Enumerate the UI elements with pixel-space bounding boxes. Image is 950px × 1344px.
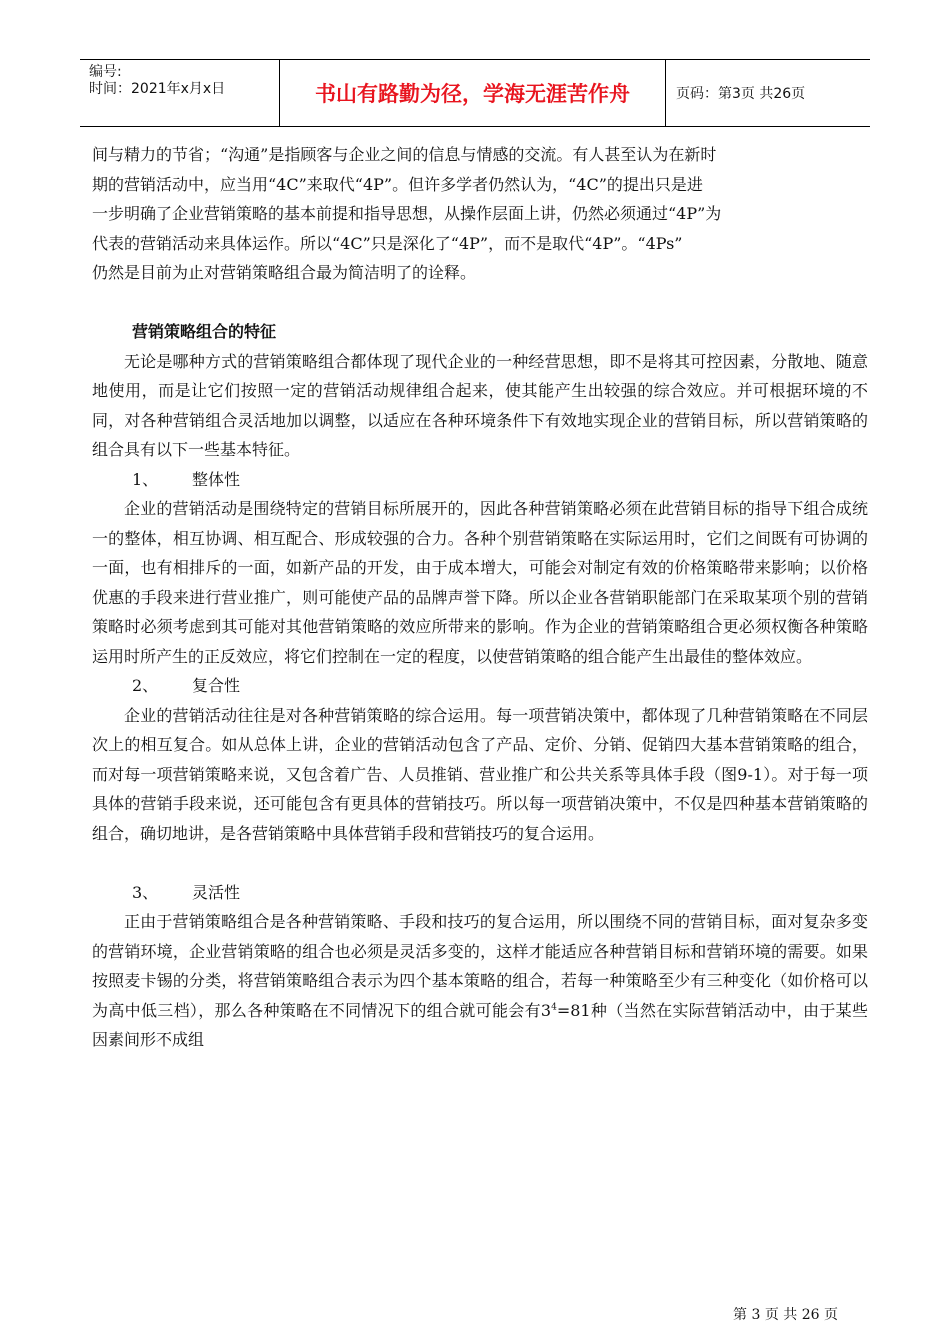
item-paragraph-2: 企业的营销活动往往是对各种营销策略的综合运用。每一项营销决策中，都体现了几种营销策略在不同层次上的相互复合。如从总体上讲，企业的营销活动包含了产品、定价、分销、促销四大基本营销策略的组合，而对每一项营销策略来说，又包含着广告、人员推销、营业推广和公共关系等具体手段（图9-1）。对于每一项具体的营销手段来说，还可能包含有更具体的营销技巧。所以每一项营销决策中，不仅是四种基本营销策略的组合，确切地讲，是各营销策略中具体营销手段和营销技巧的复合运用。 bbox=[92, 705, 868, 843]
item-heading-2 bbox=[92, 671, 868, 701]
item-number: 3、 bbox=[132, 882, 159, 902]
section-title: 营销策略组合的特征 bbox=[132, 322, 277, 341]
document-body bbox=[92, 140, 868, 1055]
item-heading-1 bbox=[92, 465, 868, 495]
intro-line: 仍然是目前为止对营销策略组合最为简洁明了的诠释。 bbox=[92, 263, 477, 282]
item3-text-b: =81种（当然在实际营销活动中，由于某些因素间形不成组 bbox=[92, 1000, 868, 1049]
header-table bbox=[80, 59, 870, 127]
item-number: 2、 bbox=[132, 676, 159, 695]
spacer bbox=[92, 288, 868, 318]
item-title: 灵活性 bbox=[192, 882, 241, 902]
item-title: 复合性 bbox=[192, 676, 241, 695]
item-title: 整体性 bbox=[192, 469, 241, 489]
exponent: 4 bbox=[551, 1002, 557, 1013]
header-page-info: 页码：第3页 共26页 bbox=[676, 86, 806, 102]
intro-line: 间与精力的节省；“沟通”是指顾客与企业之间的信息与情感的交流。有人甚至认为在新时 bbox=[92, 145, 717, 164]
intro-line: 代表的营销活动来具体运作。所以“4C”只是深化了“4P”，而不是取代“4P”。“4Ps” bbox=[92, 233, 683, 253]
spacer bbox=[92, 848, 868, 878]
intro-line: 一步明确了企业营销策略的基本前提和指导思想，从操作层面上讲，仍然必须通过“4P”为 bbox=[92, 204, 722, 223]
serial-label: 编号: bbox=[89, 64, 122, 80]
item-heading-3 bbox=[92, 878, 868, 908]
header-meta-cell bbox=[80, 60, 280, 126]
time-label: 时间：2021年x月x日 bbox=[89, 81, 226, 97]
header-motto: 书山有路勤为径，学海无涯苦作舟 bbox=[280, 60, 666, 126]
section-intro: 无论是哪种方式的营销策略组合都体现了现代企业的一种经营思想，即不是将其可控因素，分散地、随意地使用，而是让它们按照一定的营销活动规律组合起来，使其能产生出较强的综合效应。并可根据环境的不同，对各种营销组合灵活地加以调整，以适应在各种环境条件下有效地实现企业的营销目标，所以营销策略的组合具有以下一些基本特征。 bbox=[92, 351, 868, 459]
item-paragraph-1: 企业的营销活动是围绕特定的营销目标所展开的，因此各种营销策略必须在此营销目标的指导下组合成统一的整体，相互协调、相互配合、形成较强的合力。各种个别营销策略在实际运用时，它们之间既有可协调的一面，也有相排斥的一面，如新产品的开发，由于成本增大，可能会对制定有效的价格策略带来影响；以价格优惠的手段来进行营业推广，则可能使产品的品牌声誉下降。所以企业各营销职能部门在采取某项个别的营销策略时必须考虑到其可能对其他营销策略的效应所带来的影响。作为企业的营销策略组合更必须权衡各种策略运用时所产生的正反效应，将它们控制在一定的程度，以使营销策略的组合能产生出最佳的整体效应。 bbox=[92, 499, 868, 666]
item-paragraph-3 bbox=[92, 907, 868, 1055]
intro-line: 期的营销活动中，应当用“4C”来取代“4P”。但许多学者仍然认为，“4C”的提出只是进 bbox=[92, 174, 703, 194]
page-footer: 第 3 页 共 26 页 bbox=[733, 1307, 838, 1323]
item-number: 1、 bbox=[132, 469, 159, 489]
item3-text-a: 正由于营销策略组合是各种营销策略、手段和技巧的复合运用，所以围绕不同的营销目标，面对复杂多变的营销环境，企业营销策略的组合也必须是灵活多变的，这样才能适应各种营销目标和营销环境的需要。如果按照麦卡锡的分类，将营销策略组合表示为四个基本策略的组合，若每一种策略至少有三种变化（如价格可以为高中低三档），那么各种策略在不同情况下的组合就可能会有3 bbox=[92, 912, 868, 1020]
